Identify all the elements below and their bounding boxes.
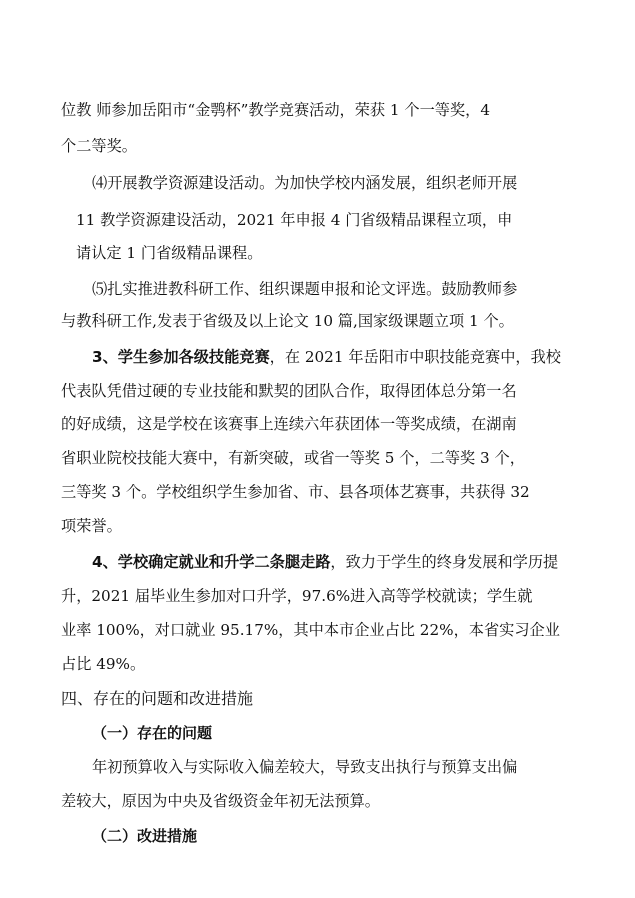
p5-line-4: 占比 49%。: [61, 655, 146, 673]
p1-line-2: 个二等奖。: [61, 137, 137, 155]
problems-line-2: 差较大，原因为中央及省级资金年初无法预算。: [61, 792, 380, 810]
subheading-improvements: （二）改进措施: [92, 827, 198, 845]
p2-line-3: 请认定 1 门省级精品课程。: [76, 244, 263, 262]
p4-line-1: [92, 346, 561, 368]
p4-line-6: 项荣誉。: [61, 517, 122, 535]
p1-line-1: 位教 师参加岳阳市“金鹗杯”教学竞赛活动，荣获 1 个一等奖，4: [61, 101, 491, 119]
section-4-heading: 四、存在的问题和改进措施: [61, 689, 254, 708]
p5-line-1: [92, 551, 558, 573]
p4-line-5: 三等奖 3 个。学校组织学生参加省、市、县各项体艺赛事，共获得 32: [61, 483, 530, 501]
p3-line-2: 与教科研工作,发表于省级及以上论文 10 篇,国家级课题立项 1 个。: [61, 312, 514, 330]
problems-line-1: 年初预算收入与实际收入偏差较大，导致支出执行与预算支出偏: [92, 758, 518, 776]
p5-line-3: 业率 100%，对口就业 95.17%，其中本市企业占比 22%，本省实习企业: [61, 621, 560, 639]
p4-line-2: 代表队凭借过硬的专业技能和默契的团队合作，取得团体总分第一名: [61, 382, 517, 400]
p2-line-1: ⑷开展教学资源建设活动。为加快学校内涵发展，组织老师开展: [92, 174, 518, 192]
p4-lead: 3、学生参加各级技能竞赛: [92, 348, 270, 366]
p4-line-1-rest: ，在 2021 年岳阳市中职技能竞赛中，我校: [269, 348, 561, 366]
p5-line-1-rest: ，致力于学生的终身发展和学历提: [330, 553, 559, 571]
subheading-problems: （一）存在的问题: [92, 724, 213, 742]
p4-line-3: 的好成绩，这是学校在该赛事上连续六年获团体一等奖成绩，在湖南: [61, 415, 517, 433]
p2-line-2: 11 教学资源建设活动，2021 年申报 4 门省级精品课程立项，申: [76, 211, 513, 229]
p5-line-2: 升，2021 届毕业生参加对口升学，97.6%进入高等学校就读；学生就: [61, 587, 533, 605]
p4-line-4: 省职业院校技能大赛中，有新突破，或省一等奖 5 个，二等奖 3 个，: [61, 449, 525, 467]
p3-line-1: ⑸扎实推进教科研工作、组织课题申报和论文评选。鼓励教师参: [92, 280, 518, 298]
p5-lead: 4、学校确定就业和升学二条腿走路: [92, 553, 331, 571]
